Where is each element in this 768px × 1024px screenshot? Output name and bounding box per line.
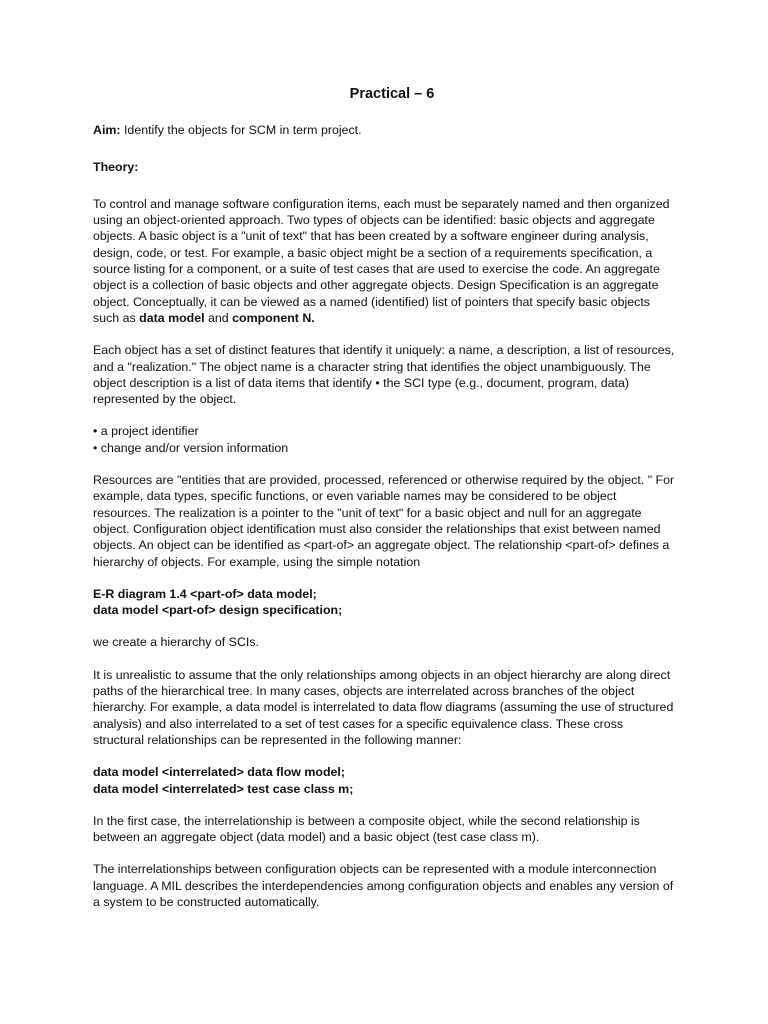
- paragraph-1-conjunction: and: [204, 310, 233, 325]
- paragraph-6: In the first case, the interrelationship is between a composite object, while the second relationship is between an aggregate object (data model) and a basic object (test case class m).: [93, 813, 640, 845]
- notation-block-part-of: [93, 586, 677, 619]
- paragraph-1-bold-data-model: data model: [139, 310, 205, 325]
- notation-line: data model <part-of> design specification;: [93, 603, 343, 618]
- notation-line: data model <interrelated> data flow model;: [93, 765, 345, 780]
- paragraph-1-bold-component: component N.: [232, 310, 315, 325]
- page-title: Practical – 6: [349, 86, 435, 102]
- paragraph-3: Resources are "entities that are provided, processed, referenced or otherwise required by the object. " For example, data types, specific functions, or even variable names may be considered to be object resources. The realization is a pointer to the "unit of text" for a basic object and null for an aggregate object. Configuration object identification must also consider the relationships that exist between named objects. An object can be identified as <part-of> an aggregate object. The relationship <part-of> defines a hierarchy of objects. For example, using the simple notation: [93, 473, 675, 569]
- notation-line: data model <interrelated> test case class m;: [93, 781, 354, 796]
- notation-line: E-R diagram 1.4 <part-of> data model;: [93, 586, 317, 601]
- theory-heading: Theory:: [93, 159, 139, 174]
- bullet-item: • change and/or version information: [93, 440, 289, 455]
- document-page: [93, 86, 677, 926]
- paragraph-1: [93, 196, 677, 326]
- aim-label: Aim:: [93, 123, 121, 138]
- paragraph-4: we create a hierarchy of SCIs.: [93, 635, 259, 650]
- paragraph-1-text: To control and manage software configuration items, each must be separately named and then organized using an object-oriented approach. Two types of objects can be identified: basic objects and aggregate objects. A basic object is a "unit of text" that has been created by a software engineer during analysis, design, code, or test. For example, a basic object might be a section of a requirements specification, a source listing for a component, or a suite of test cases that are used to exercise the code. An aggregate object is a collection of basic objects and other aggregate objects. Design Specification is an aggregate object. Conceptually, it can be viewed as a named (identified) list of pointers that specify basic objects such as: [93, 196, 670, 325]
- paragraph-5: It is unrealistic to assume that the only relationships among objects in an object hierarchy are along direct paths of the hierarchical tree. In many cases, objects are interrelated across branches of the object hierarchy. For example, a data model is interrelated to data flow diagrams (assuming the use of structured analysis) and also interrelated to a set of test cases for a specific equivalence class. These cross structural relationships can be represented in the following manner:: [93, 667, 674, 747]
- paragraph-7: The interrelationships between configuration objects can be represented with a module interconnection language. A MIL describes the interdependencies among configuration objects and enables any version of a system to be constructed automatically.: [93, 862, 674, 909]
- aim-line: [93, 122, 677, 138]
- aim-text: Identify the objects for SCM in term project.: [120, 123, 362, 138]
- notation-block-interrelated: [93, 764, 677, 797]
- bullet-list: [93, 423, 677, 456]
- paragraph-2: Each object has a set of distinct features that identify it uniquely: a name, a description, a list of resources, and a "realization." The object name is a character string that identifies the object unambiguously. The object description is a list of data items that identify • the SCI type (e.g., document, program, data) represented by the object.: [93, 343, 675, 407]
- bullet-item: • a project identifier: [93, 424, 199, 439]
